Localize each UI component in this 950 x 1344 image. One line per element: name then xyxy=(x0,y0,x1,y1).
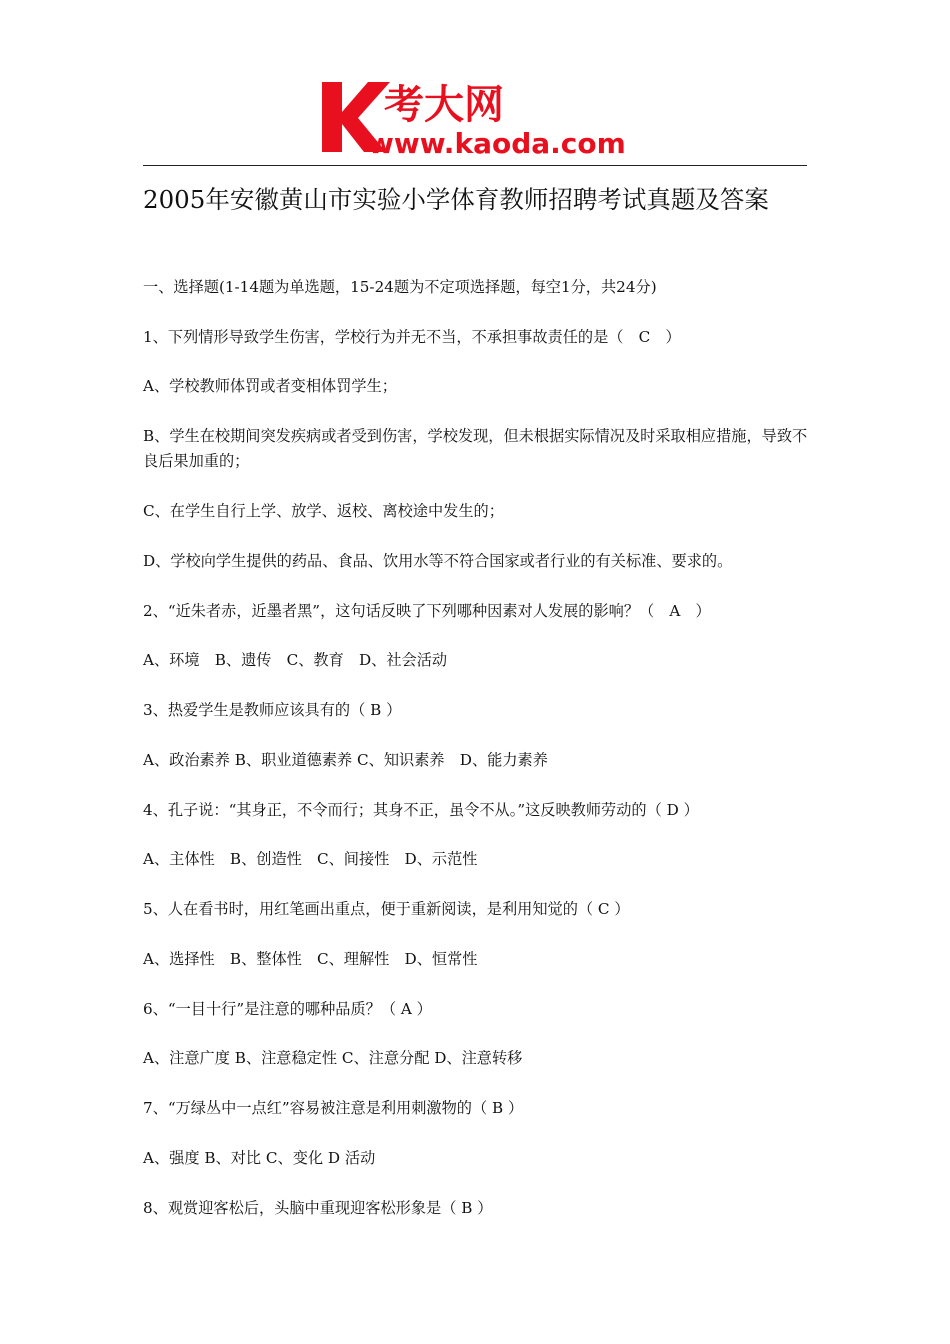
question-7: 7、“万绿丛中一点红”容易被注意是利用刺激物的（ B ） xyxy=(143,1099,524,1117)
question-1-option-c: C、在学生自行上学、放学、返校、离校途中发生的； xyxy=(143,502,504,520)
question-3: 3、热爱学生是教师应该具有的（ B ） xyxy=(143,701,402,719)
question-1: 1、下列情形导致学生伤害，学校行为并无不当，不承担事故责任的是（ C ） xyxy=(143,328,681,346)
question-2-options: A、环境 B、遗传 C、教育 D、社会活动 xyxy=(143,651,448,669)
question-5: 5、人在看书时，用红笔画出重点，便于重新阅读，是利用知觉的（ C ） xyxy=(143,900,630,918)
question-6: 6、“一目十行”是注意的哪种品质？（ A ） xyxy=(143,1000,432,1018)
logo-chinese-text: 考大网 xyxy=(384,82,504,128)
question-1-option-d: D、学校向学生提供的药品、食品、饮用水等不符合国家或者行业的有关标准、要求的。 xyxy=(143,552,733,570)
question-5-options: A、选择性 B、整体性 C、理解性 D、恒常性 xyxy=(143,950,478,968)
question-1-option-b: B、学生在校期间突发疾病或者受到伤害，学校发现，但未根据实际情况及时采取相应措施，导致不良后果加重的； xyxy=(143,427,808,470)
document-title: 2005年安徽黄山市实验小学体育教师招聘考试真题及答案 xyxy=(143,185,769,214)
question-4: 4、孔子说：“其身正，不令而行；其身不正，虽令不从。”这反映教师劳动的（ D ） xyxy=(143,801,699,819)
question-2: 2、“近朱者赤，近墨者黑”，这句话反映了下列哪种因素对人发展的影响？（ A ） xyxy=(143,602,711,620)
question-7-options: A、强度 B、对比 C、变化 D 活动 xyxy=(143,1149,376,1167)
header-divider xyxy=(143,165,807,166)
section-heading: 一、选择题(1-14题为单选题，15-24题为不定项选择题，每空1分，共24分) xyxy=(143,278,657,296)
kaoda-logo-icon xyxy=(318,78,638,160)
site-logo xyxy=(318,78,638,160)
question-1-option-a: A、学校教师体罚或者变相体罚学生； xyxy=(143,377,397,395)
logo-url-text: www.kaoda.com xyxy=(368,127,626,160)
question-4-options: A、主体性 B、创造性 C、间接性 D、示范性 xyxy=(143,850,478,868)
question-8: 8、观赏迎客松后，头脑中重现迎客松形象是（ B ） xyxy=(143,1199,493,1217)
question-6-options: A、注意广度 B、注意稳定性 C、注意分配 D、注意转移 xyxy=(143,1049,523,1067)
question-3-options: A、政治素养 B、职业道德素养 C、知识素养 D、能力素养 xyxy=(143,751,548,769)
